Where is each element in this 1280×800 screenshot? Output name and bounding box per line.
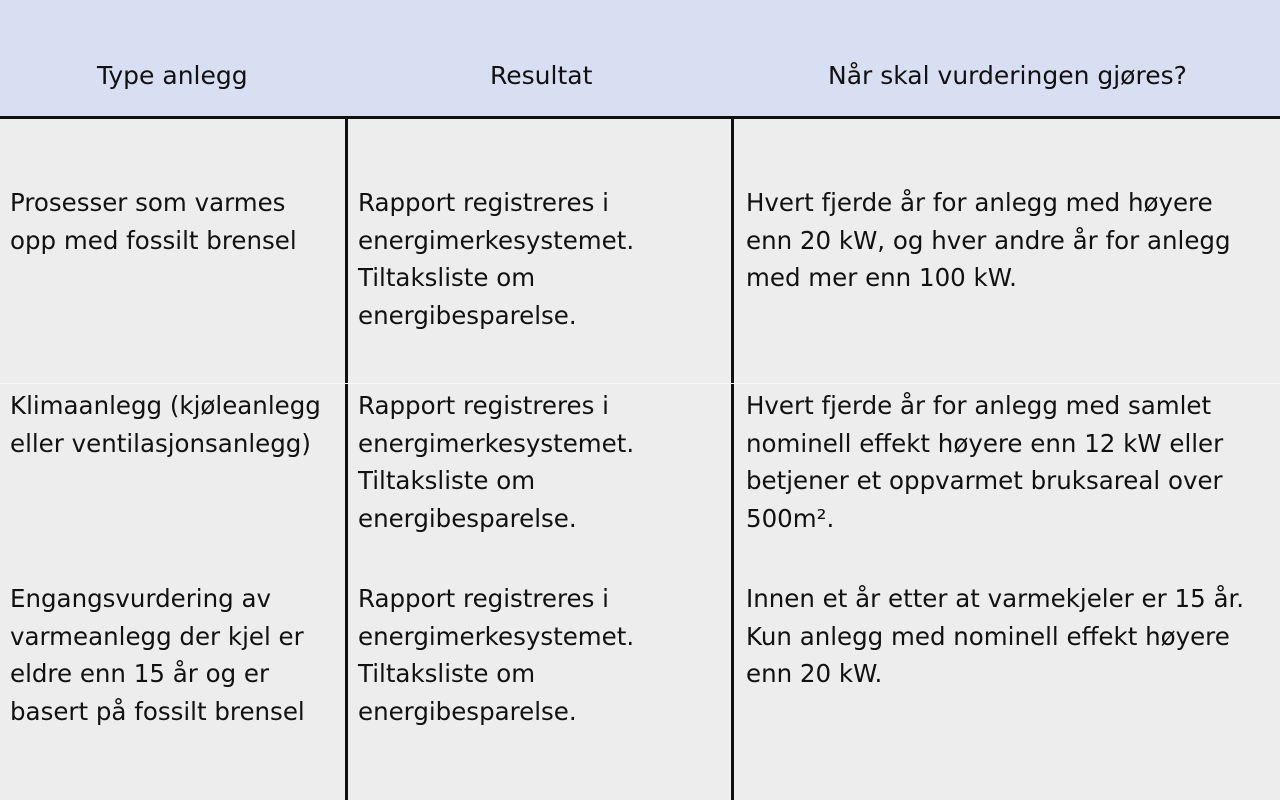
row-1-result: Rapport registreres i energimerkesystemet. Tiltaksliste om energibesparelse.: [358, 188, 635, 330]
row-2-when: Hvert fjerde år for anlegg med samlet nominell effekt høyere enn 12 kW eller betjener et oppvarmet bruksareal over 500m².: [746, 391, 1224, 533]
header-type-anlegg: Type anlegg: [97, 61, 248, 90]
column-divider-1: [345, 119, 348, 800]
row-3-result: Rapport registreres i energimerkesystemet. Tiltaksliste om energibesparelse.: [358, 584, 635, 726]
header-when: Når skal vurderingen gjøres?: [828, 61, 1187, 90]
row-divider: [0, 383, 1280, 384]
row-3-when: Innen et år etter at varmekjeler er 15 år. Kun anlegg med nominell effekt høyere enn 20 kW.: [746, 584, 1245, 688]
column-divider-2: [731, 119, 734, 800]
row-3-type: Engangsvurdering av varmeanlegg der kjel er eldre enn 15 år og er basert på fossilt brensel: [10, 584, 305, 726]
row-2-type: Klimaanlegg (kjøleanlegg eller ventilasjonsanlegg): [10, 391, 321, 458]
table-header: [0, 0, 1280, 119]
header-resultat: Resultat: [490, 61, 593, 90]
row-2-result: Rapport registreres i energimerkesystemet. Tiltaksliste om energibesparelse.: [358, 391, 635, 533]
row-1-when: Hvert fjerde år for anlegg med høyere enn 20 kW, og hver andre år for anlegg med mer enn 100 kW.: [746, 188, 1231, 292]
row-1-type: Prosesser som varmes opp med fossilt brensel: [10, 188, 297, 255]
